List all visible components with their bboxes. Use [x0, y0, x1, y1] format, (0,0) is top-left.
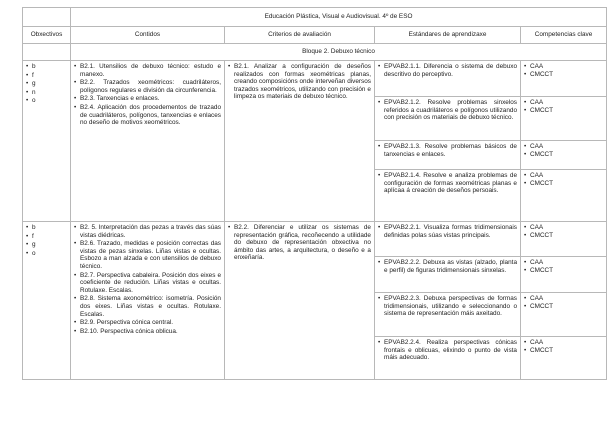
- contido-item: • B2.3. Tanxencias e enlaces.: [74, 95, 221, 103]
- col-header-estandares: Estándares de aprendizaxe: [375, 27, 521, 44]
- header-blank-cell: [23, 8, 71, 27]
- competencias-cell: [521, 222, 607, 380]
- estandar-item: [375, 257, 520, 293]
- obxectivos-cell: [23, 61, 71, 222]
- obxectivo-item: • g: [26, 80, 67, 88]
- estandar-text: • EPVAB2.2.4. Realiza perspectivas cónicas frontais e oblicuas, elixindo o punto de vista máis adecuado.: [378, 339, 517, 362]
- contido-item: • B2.9. Perspectiva cónica central.: [74, 319, 221, 327]
- contidos-cell: [71, 61, 225, 222]
- competencias-item: [521, 293, 606, 337]
- contidos-cell: [71, 222, 225, 380]
- competencia: • CMCCT: [524, 347, 603, 355]
- col-header-contidos: Contidos: [71, 27, 225, 44]
- estandar-text: • EPVAB2.2.2. Debuxa as vistas (alzado, planta e perfil) de figuras tridimensionais sinxelas.: [378, 259, 517, 274]
- criterio-item: • B2.2. Diferenciar e utilizar os sistemas de representación gráfica, recoñecendo a utilidade do debuxo de representación obxectiva no ámbito das artes, a arquitectura, o deseño e a enxeñaría.: [228, 224, 371, 262]
- competencias-item: [521, 222, 606, 257]
- bloque-blank-cell: [23, 44, 71, 61]
- curriculum-table: [22, 7, 607, 380]
- estandar-text: • EPVAB2.2.3. Debuxa perspectivas de formas tridimensionais, utilizando e seleccionando o sistema de representación máis axeitado.: [378, 295, 517, 318]
- competencia: • CAA: [524, 339, 603, 347]
- competencia: • CMCCT: [524, 71, 603, 79]
- competencia: • CMCCT: [524, 267, 603, 275]
- competencia: • CAA: [524, 172, 603, 180]
- contido-item: • B2.7. Perspectiva cabaleira. Posición dos eixes e coeficiente de redución. Liñas vistas e ocultas. Rotulaxe. Escalas.: [74, 272, 221, 295]
- estandar-text: • EPVAB2.1.2. Resolve problemas sinxelos referidos a cuadriláteros e polígonos utilizando con precisión os materiais de debuxo técnico.: [378, 99, 517, 122]
- competencia: • CMCCT: [524, 303, 603, 311]
- competencia: • CMCCT: [524, 180, 603, 188]
- competencias-item: [521, 337, 606, 379]
- bloque-row: [23, 44, 607, 61]
- col-header-competencias: Competencias clave: [521, 27, 607, 44]
- estandar-item: [375, 61, 520, 97]
- estandar-text: • EPVAB2.2.1. Visualiza formas tridimensionais definidas polas súas vistas principais.: [378, 224, 517, 239]
- competencia: • CMCCT: [524, 151, 603, 159]
- estandar-text: • EPVAB2.1.4. Resolve e analiza problemas de configuración de formas xeométricas planas e aplícaa á creación de deseños persoais.: [378, 172, 517, 195]
- competencia: • CAA: [524, 224, 603, 232]
- competencias-cell: [521, 61, 607, 222]
- column-headers-row: [23, 27, 607, 44]
- criterio-item: • B2.1. Analizar a configuración de deseños realizados con formas xeométricas planas, creando composicións onde interveñan diversos trazados xeométricos, utilizando con precisión e limpeza os materiais de debuxo técnico.: [228, 63, 371, 101]
- criterio-cell: [225, 222, 375, 380]
- estandar-item: [375, 293, 520, 337]
- contido-item: • B2.10. Perspectiva cónica oblicua.: [74, 328, 221, 336]
- estandar-item: [375, 97, 520, 141]
- estandar-item: [375, 222, 520, 257]
- competencia: • CAA: [524, 259, 603, 267]
- competencias-item: [521, 61, 606, 97]
- obxectivos-cell: [23, 222, 71, 380]
- contido-item: • B2.4. Aplicación dos procedementos de trazado de cuadriláteros, polígonos, tanxencias e enlaces no deseño de motivos xeométricos.: [74, 104, 221, 127]
- competencias-item: [521, 170, 606, 221]
- estandar-item: [375, 141, 520, 170]
- table-row: [23, 61, 607, 222]
- competencia: • CMCCT: [524, 107, 603, 115]
- competencia: • CMCCT: [524, 232, 603, 240]
- col-header-obxectivos: Obxectivos: [23, 27, 71, 44]
- competencia: • CAA: [524, 295, 603, 303]
- competencia: • CAA: [524, 99, 603, 107]
- estandar-item: [375, 170, 520, 221]
- estandares-cell: [375, 61, 521, 222]
- col-header-criterios: Criterios de avaliación: [225, 27, 375, 44]
- obxectivo-item: • b: [26, 63, 67, 71]
- competencias-item: [521, 97, 606, 141]
- estandar-text: • EPVAB2.1.3. Resolve problemas básicos de tanxencias e enlaces.: [378, 143, 517, 158]
- competencia: • CAA: [524, 143, 603, 151]
- competencias-item: [521, 257, 606, 293]
- obxectivo-item: • n: [26, 89, 67, 97]
- table-row: [23, 222, 607, 380]
- estandares-cell: [375, 222, 521, 380]
- competencia: • CAA: [524, 63, 603, 71]
- contido-item: • B2. 5. Interpretación das pezas a través das súas vistas diédricas.: [74, 224, 221, 239]
- obxectivo-item: • f: [26, 233, 67, 241]
- table-title: Educación Plástica, Visual e Audiovisual. 4º de ESO: [71, 8, 607, 27]
- competencias-item: [521, 141, 606, 170]
- estandar-text: • EPVAB2.1.1. Diferencia o sistema de debuxo descritivo do perceptivo.: [378, 63, 517, 78]
- obxectivo-item: • o: [26, 97, 67, 105]
- obxectivo-item: • b: [26, 224, 67, 232]
- obxectivo-item: • f: [26, 72, 67, 80]
- obxectivo-item: • g: [26, 241, 67, 249]
- criterio-cell: [225, 61, 375, 222]
- contido-item: • B2.2. Trazados xeométricos: cuadriláteros, polígonos regulares e división da circunferencia.: [74, 79, 221, 94]
- header-title-row: [23, 8, 607, 27]
- bloque-title: Bloque 2. Debuxo técnico: [71, 44, 607, 61]
- estandar-item: [375, 337, 520, 379]
- contido-item: • B2.8. Sistema axonométrico: isometría. Posición dos eixes. Liñas vistas e ocultas. Rotulaxe. Escalas.: [74, 295, 221, 318]
- contido-item: • B2.1. Utensilios de debuxo técnico: estudo e manexo.: [74, 63, 221, 78]
- contido-item: • B2.6. Trazado, medidas e posición correctas das vistas de pezas sinxelas. Liñas vistas e ocultas. Esbozo a man alzada e con utensilios de debuxo técnico.: [74, 240, 221, 270]
- obxectivo-item: • o: [26, 250, 67, 258]
